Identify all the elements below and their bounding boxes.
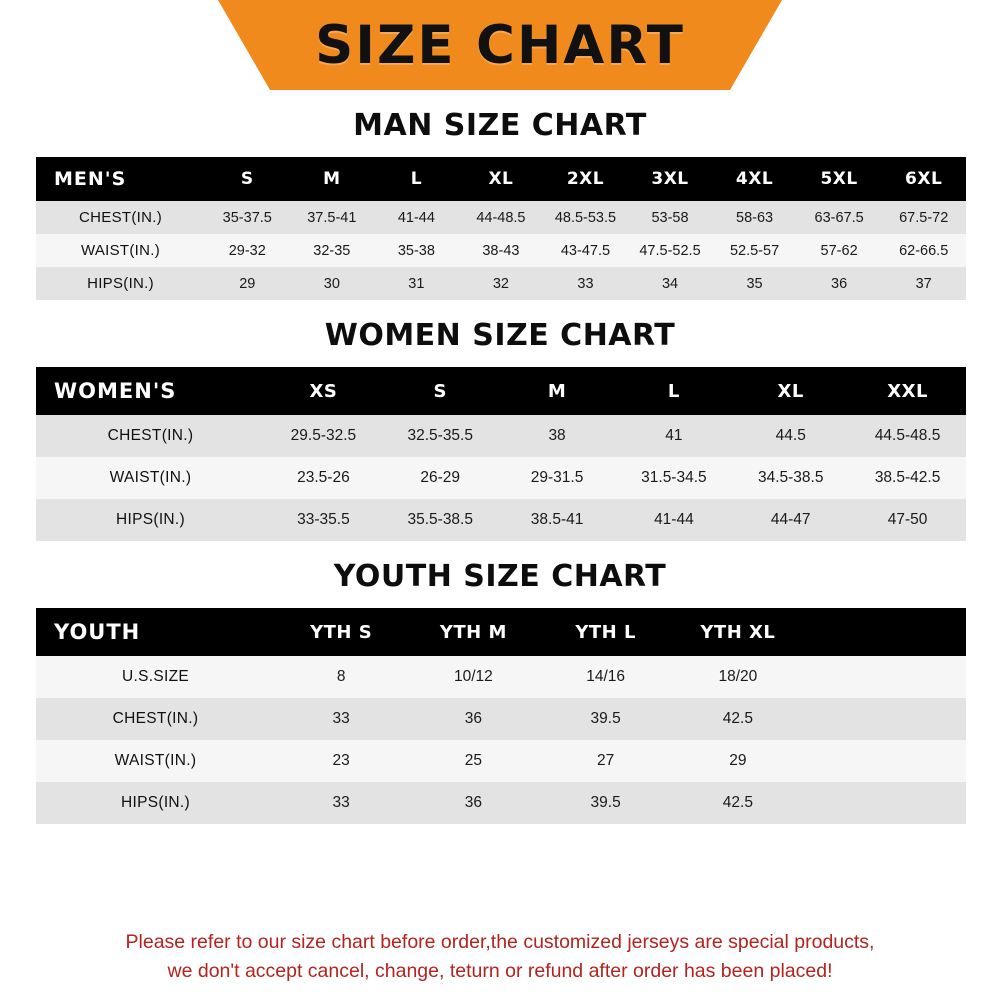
cell-value: 33-35.5 <box>265 499 382 541</box>
cell-value: 32 <box>459 267 544 300</box>
cell-value: 36 <box>407 782 539 824</box>
cell-spacer <box>804 740 966 782</box>
table-man <box>36 157 966 300</box>
cell-value: 42.5 <box>672 698 804 740</box>
cell-value: 30 <box>290 267 375 300</box>
header-cell-size: 4XL <box>712 157 797 201</box>
cell-value: 31 <box>374 267 459 300</box>
header-cell-size: 2XL <box>543 157 628 201</box>
cell-value: 41 <box>615 415 732 457</box>
header-cell-size: L <box>374 157 459 201</box>
table-row <box>36 499 966 541</box>
row-label: CHEST(IN.) <box>36 201 205 234</box>
header-cell-spacer <box>804 608 966 656</box>
cell-value: 36 <box>407 698 539 740</box>
header-cell-size: 6XL <box>881 157 966 201</box>
table-man-body <box>36 201 966 300</box>
section-title-women: WOMEN SIZE CHART <box>324 318 676 353</box>
header-cell-size: XL <box>459 157 544 201</box>
cell-value: 44-48.5 <box>459 201 544 234</box>
row-label: HIPS(IN.) <box>36 267 205 300</box>
cell-value: 34.5-38.5 <box>732 457 849 499</box>
cell-value: 31.5-34.5 <box>615 457 732 499</box>
table-row <box>36 457 966 499</box>
cell-value: 62-66.5 <box>881 234 966 267</box>
content-area <box>0 90 1000 918</box>
cell-value: 43-47.5 <box>543 234 628 267</box>
header-cell-size: M <box>290 157 375 201</box>
table-man-head <box>36 157 966 201</box>
table-women-body <box>36 415 966 541</box>
cell-value: 25 <box>407 740 539 782</box>
table-youth <box>36 608 966 824</box>
table-row <box>36 415 966 457</box>
section-title-man: MAN SIZE CHART <box>353 108 647 143</box>
table-row <box>36 656 966 698</box>
row-label: U.S.SIZE <box>36 656 275 698</box>
cell-value: 63-67.5 <box>797 201 882 234</box>
table-women-head <box>36 367 966 415</box>
header-cell-size: YTH S <box>275 608 407 656</box>
cell-spacer <box>804 698 966 740</box>
cell-value: 34 <box>628 267 713 300</box>
cell-value: 35-37.5 <box>205 201 290 234</box>
header-cell-size: XS <box>265 367 382 415</box>
cell-value: 37 <box>881 267 966 300</box>
header-cell-corner: WOMEN'S <box>36 367 265 415</box>
cell-value: 67.5-72 <box>881 201 966 234</box>
cell-value: 32.5-35.5 <box>382 415 499 457</box>
row-label: HIPS(IN.) <box>36 499 265 541</box>
header-cell-size: 3XL <box>628 157 713 201</box>
cell-value: 47-50 <box>849 499 966 541</box>
header-cell-size: XXL <box>849 367 966 415</box>
cell-value: 58-63 <box>712 201 797 234</box>
cell-value: 38.5-42.5 <box>849 457 966 499</box>
cell-value: 35 <box>712 267 797 300</box>
cell-value: 36 <box>797 267 882 300</box>
section-youth <box>36 559 964 824</box>
header-banner <box>0 0 1000 90</box>
cell-value: 52.5-57 <box>712 234 797 267</box>
cell-value: 35-38 <box>374 234 459 267</box>
cell-value: 38-43 <box>459 234 544 267</box>
cell-value: 32-35 <box>290 234 375 267</box>
cell-value: 47.5-52.5 <box>628 234 713 267</box>
cell-value: 33 <box>543 267 628 300</box>
cell-value: 44.5-48.5 <box>849 415 966 457</box>
table-header-row <box>36 157 966 201</box>
cell-value: 38.5-41 <box>499 499 616 541</box>
header-cell-size: XL <box>732 367 849 415</box>
page-title: SIZE CHART <box>315 14 685 76</box>
table-youth-head <box>36 608 966 656</box>
header-cell-size: M <box>499 367 616 415</box>
table-row <box>36 740 966 782</box>
cell-value: 29 <box>205 267 290 300</box>
header-cell-size: S <box>382 367 499 415</box>
cell-value: 39.5 <box>540 698 672 740</box>
cell-value: 39.5 <box>540 782 672 824</box>
table-row <box>36 698 966 740</box>
row-label: HIPS(IN.) <box>36 782 275 824</box>
row-label: CHEST(IN.) <box>36 698 275 740</box>
header-cell-size: YTH XL <box>672 608 804 656</box>
cell-value: 53-58 <box>628 201 713 234</box>
header-cell-size: L <box>615 367 732 415</box>
header-cell-size: 5XL <box>797 157 882 201</box>
cell-value: 14/16 <box>540 656 672 698</box>
cell-value: 37.5-41 <box>290 201 375 234</box>
cell-value: 41-44 <box>615 499 732 541</box>
cell-value: 18/20 <box>672 656 804 698</box>
table-header-row <box>36 367 966 415</box>
cell-value: 29-32 <box>205 234 290 267</box>
cell-value: 33 <box>275 782 407 824</box>
table-row <box>36 234 966 267</box>
cell-value: 10/12 <box>407 656 539 698</box>
header-cell-size: S <box>205 157 290 201</box>
cell-value: 23.5-26 <box>265 457 382 499</box>
header-cell-corner: YOUTH <box>36 608 275 656</box>
cell-value: 8 <box>275 656 407 698</box>
section-man <box>36 108 964 300</box>
table-youth-body <box>36 656 966 824</box>
footer-note-line1: Please refer to our size chart before order,the customized jerseys are special products, <box>125 930 875 953</box>
row-label: CHEST(IN.) <box>36 415 265 457</box>
cell-value: 29.5-32.5 <box>265 415 382 457</box>
cell-value: 23 <box>275 740 407 782</box>
table-row <box>36 782 966 824</box>
row-label: WAIST(IN.) <box>36 457 265 499</box>
row-label: WAIST(IN.) <box>36 740 275 782</box>
section-title-youth: YOUTH SIZE CHART <box>333 559 667 594</box>
table-row <box>36 201 966 234</box>
cell-value: 26-29 <box>382 457 499 499</box>
cell-value: 27 <box>540 740 672 782</box>
table-women <box>36 367 966 541</box>
header-cell-size: YTH L <box>540 608 672 656</box>
cell-value: 42.5 <box>672 782 804 824</box>
cell-spacer <box>804 782 966 824</box>
cell-value: 41-44 <box>374 201 459 234</box>
cell-value: 44.5 <box>732 415 849 457</box>
cell-value: 48.5-53.5 <box>543 201 628 234</box>
table-row <box>36 267 966 300</box>
cell-value: 44-47 <box>732 499 849 541</box>
cell-spacer <box>804 656 966 698</box>
row-label: WAIST(IN.) <box>36 234 205 267</box>
header-cell-size: YTH M <box>407 608 539 656</box>
cell-value: 38 <box>499 415 616 457</box>
section-women <box>36 318 964 541</box>
cell-value: 35.5-38.5 <box>382 499 499 541</box>
cell-value: 29-31.5 <box>499 457 616 499</box>
table-header-row <box>36 608 966 656</box>
header-cell-corner: MEN'S <box>36 157 205 201</box>
cell-value: 57-62 <box>797 234 882 267</box>
cell-value: 33 <box>275 698 407 740</box>
footer-note-line2: we don't accept cancel, change, teturn or refund after order has been placed! <box>167 959 833 982</box>
cell-value: 29 <box>672 740 804 782</box>
footer-note <box>0 918 1000 1000</box>
